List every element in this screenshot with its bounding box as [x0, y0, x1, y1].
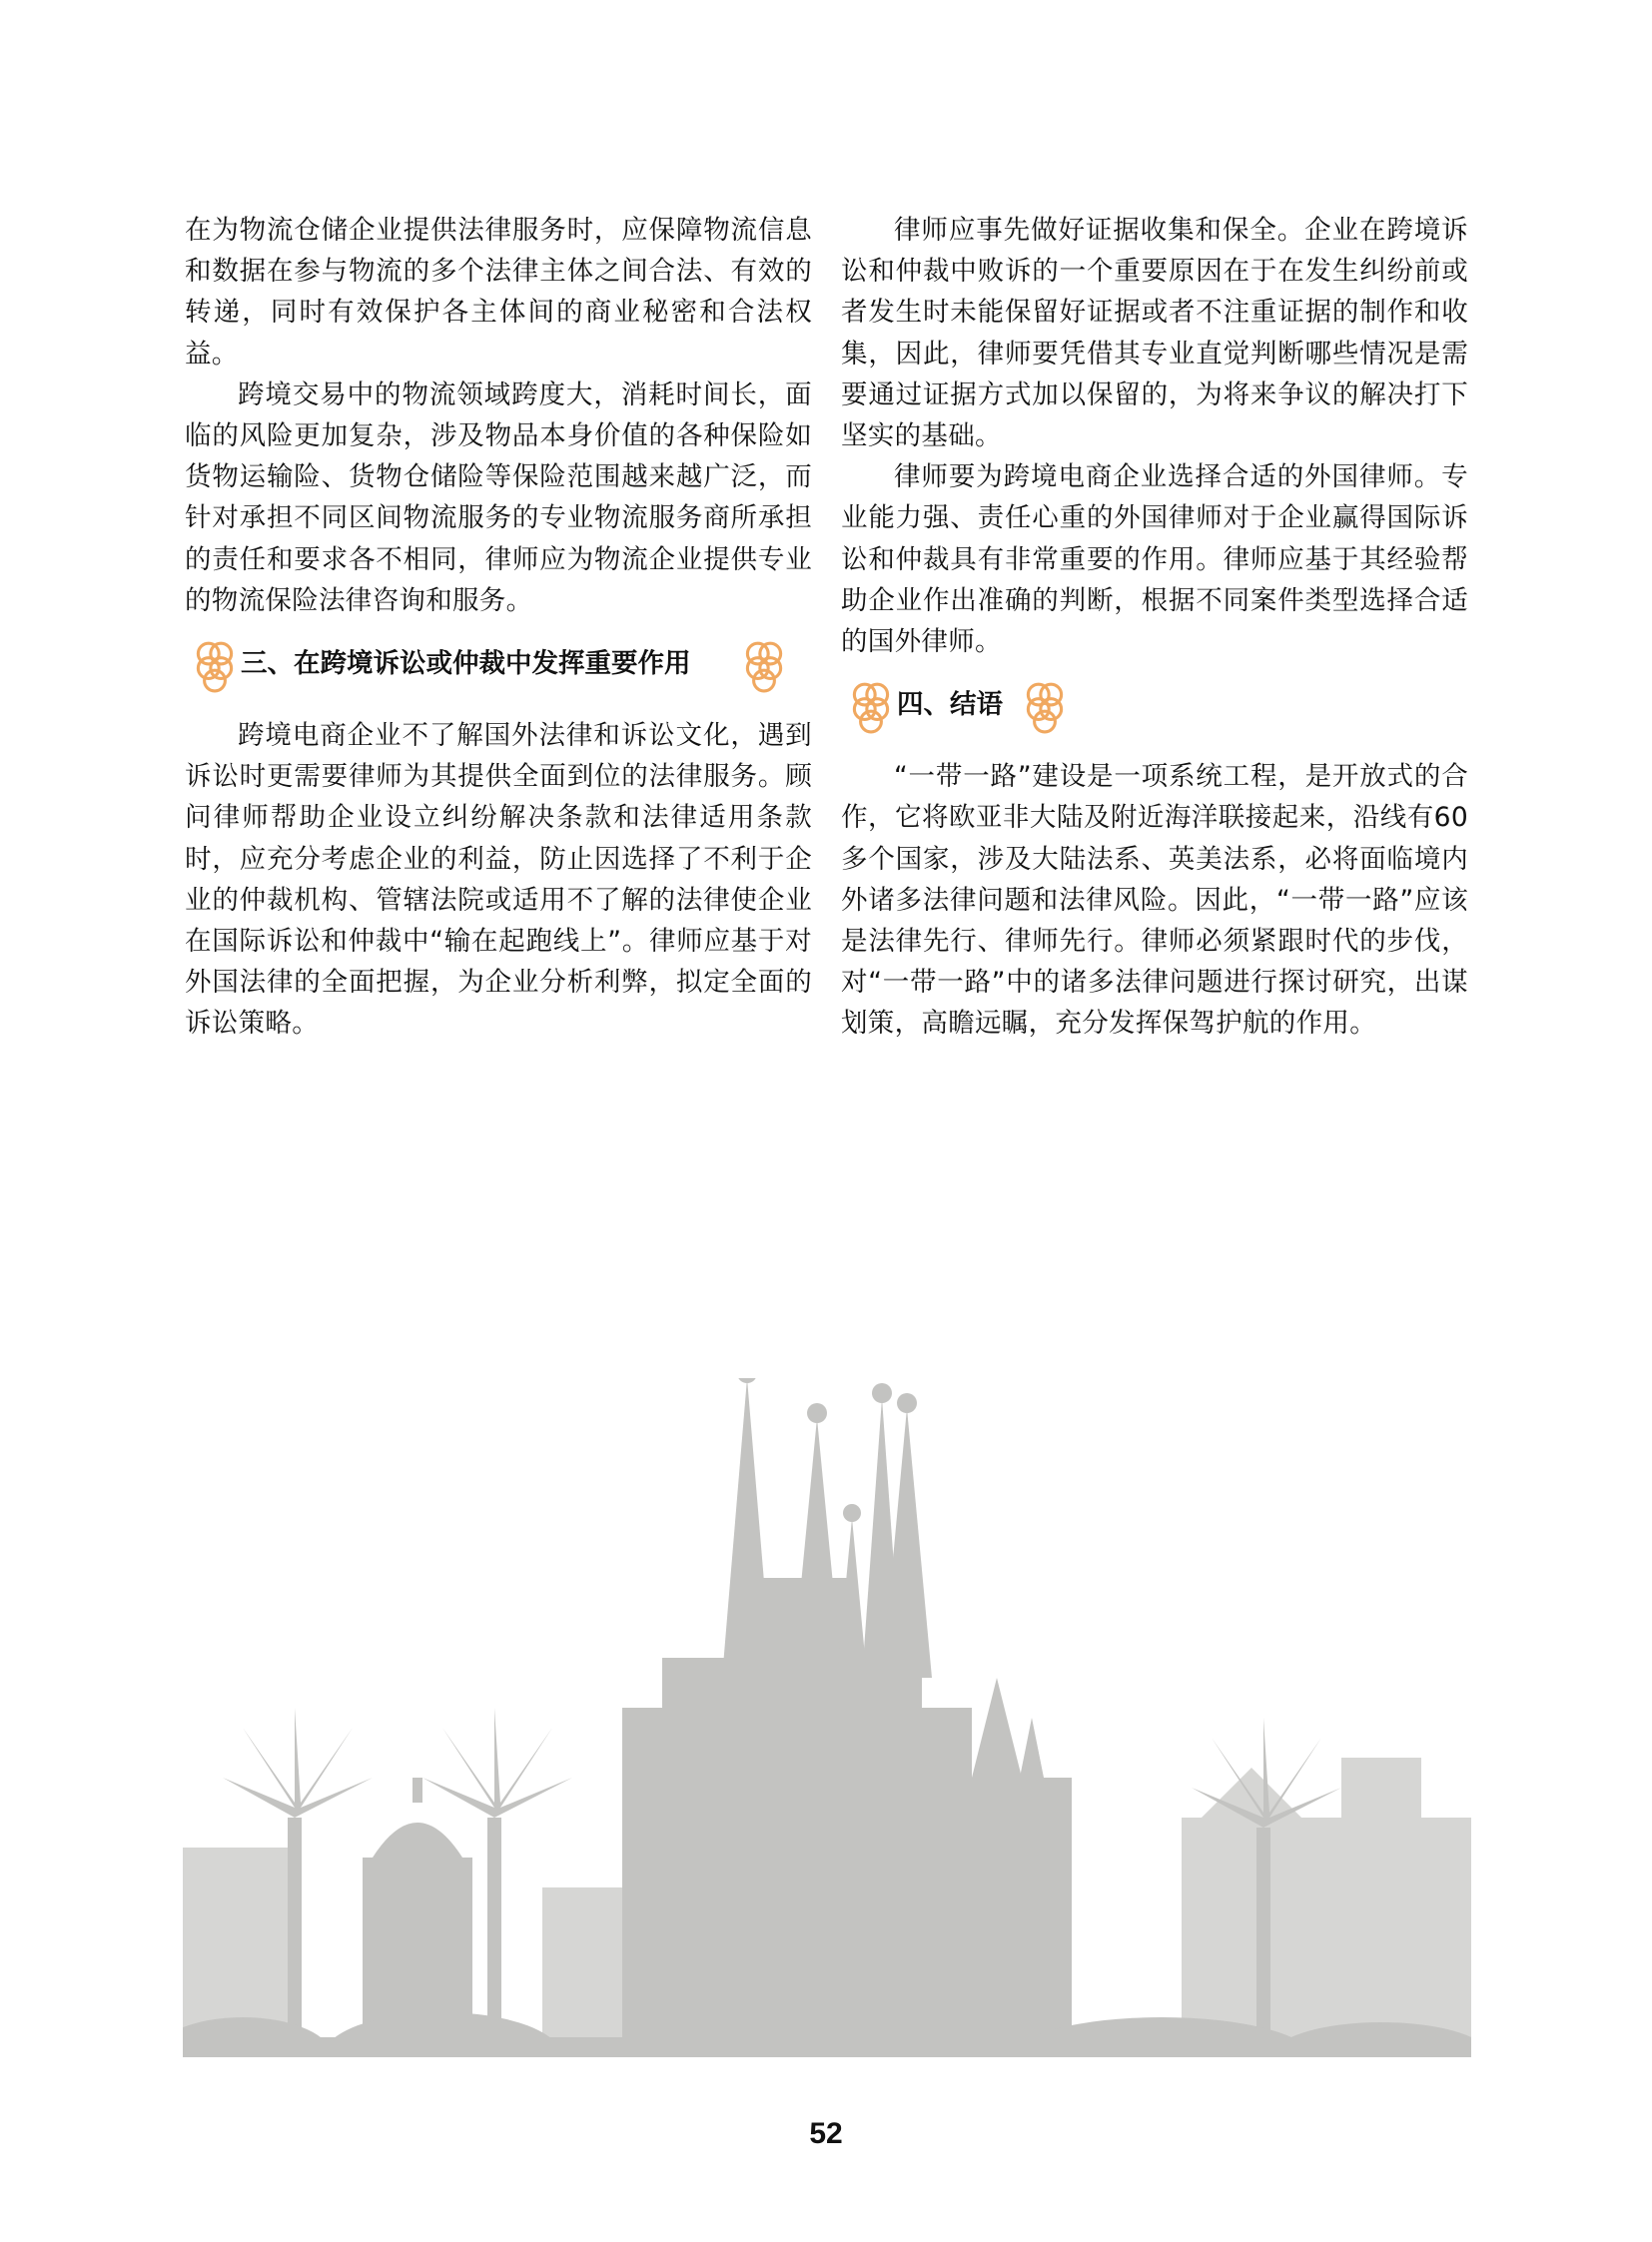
interlocking-rings-icon	[849, 680, 893, 734]
section-heading-4	[841, 674, 1468, 736]
paragraph: “一带一路”建设是一项系统工程，是开放式的合作，它将欧亚非大陆及附近海洋联接起来，沿线有60多个国家，涉及大陆法系、英美法系，必将面临境内外诸多法律问题和法律风险。因此，“一带一路”应该是法律先行、律师先行。律师必须紧跟时代的步伐，对“一带一路”中的诸多法律问题进行探讨研究，出谋划策，高瞻远瞩，充分发挥保驾护航的作用。	[841, 761, 1468, 1040]
right-column	[841, 210, 1468, 1045]
interlocking-rings-icon	[193, 639, 237, 693]
city-skyline-illustration	[183, 1378, 1471, 2057]
section-heading-text: 三、在跨境诉讼或仲裁中发挥重要作用	[241, 648, 691, 680]
page-number: 52	[809, 2117, 843, 2150]
section-heading-text: 四、结语	[897, 689, 1003, 721]
paragraph: 跨境交易中的物流领域跨度大，消耗时间长，面临的风险更加复杂，涉及物品本身价值的各种保险如货物运输险、货物仓储险等保险范围越来越广泛，而针对承担不同区间物流服务的专业物流服务商所承担的责任和要求各不相同，律师应为物流企业提供专业的物流保险法律咨询和服务。	[185, 378, 812, 616]
left-column	[185, 210, 812, 1045]
paragraph: 律师要为跨境电商企业选择合适的外国律师。专业能力强、责任心重的外国律师对于企业赢得国际诉讼和仲裁具有非常重要的作用。律师应基于其经验帮助企业作出准确的判断，根据不同案件类型选择合适的国外律师。	[841, 461, 1468, 658]
interlocking-rings-icon	[742, 639, 786, 693]
interlocking-rings-icon	[1023, 680, 1067, 734]
paragraph: 在为物流仓储企业提供法律服务时，应保障物流信息和数据在参与物流的多个法律主体之间合法、有效的转递，同时有效保护各主体间的商业秘密和合法权益。	[185, 215, 812, 370]
paragraph: 跨境电商企业不了解国外法律和诉讼文化，遇到诉讼时更需要律师为其提供全面到位的法律服务。顾问律师帮助企业设立纠纷解决条款和法律适用条款时，应充分考虑企业的利益，防止因选择了不利于企业的仲裁机构、管辖法院或适用不了解的法律使企业在国际诉讼和仲裁中“输在起跑线上”。律师应基于对外国法律的全面把握，为企业分析利弊，拟定全面的诉讼策略。	[185, 720, 812, 1040]
section-heading-3	[185, 633, 812, 695]
paragraph: 律师应事先做好证据收集和保全。企业在跨境诉讼和仲裁中败诉的一个重要原因在于在发生纠纷前或者发生时未能保留好证据或者不注重证据的制作和收集，因此，律师要凭借其专业直觉判断哪些情况是需要通过证据方式加以保留的，为将来争议的解决打下坚实的基础。	[841, 215, 1468, 452]
